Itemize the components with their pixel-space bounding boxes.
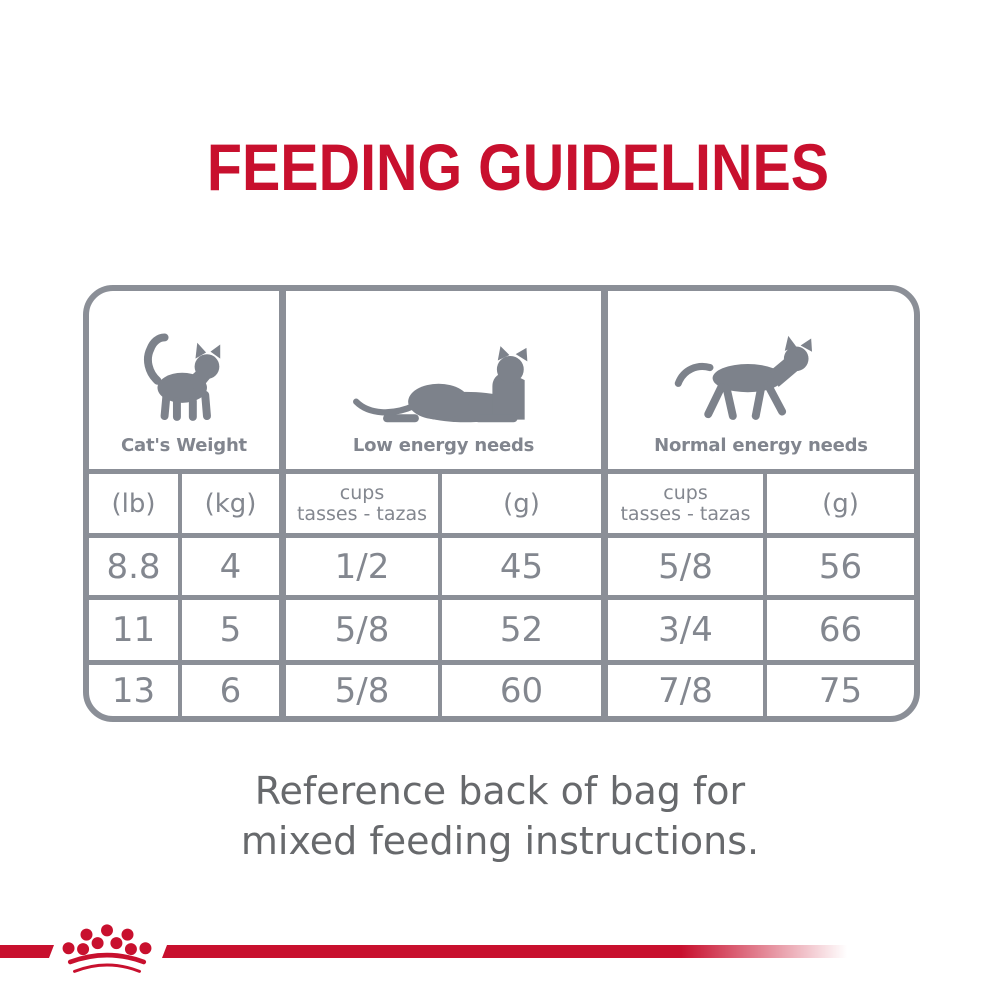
footer-note	[0, 766, 1000, 866]
cat-leg	[756, 389, 761, 416]
cell-lb: 8.8	[89, 533, 178, 595]
red-band-left	[0, 945, 54, 958]
section-low-energy	[279, 291, 601, 469]
cat-tail	[678, 367, 710, 384]
cell-grams-normal: 66	[763, 595, 914, 660]
cat-leg	[727, 389, 733, 416]
cell-kg: 6	[178, 660, 279, 716]
cat-haunch	[408, 384, 469, 420]
page-title: FEEDING GUIDELINES	[206, 130, 830, 204]
cups-line2: tasses - tazas	[296, 502, 428, 525]
col-header-kg: (kg)	[178, 469, 279, 533]
cell-grams-low: 52	[438, 595, 601, 660]
cell-grams-low: 45	[438, 533, 601, 595]
cell-grams-normal: 56	[763, 533, 914, 595]
col-header-cups-normal	[601, 469, 763, 533]
cat-leg	[768, 385, 782, 411]
cell-kg: 4	[178, 533, 279, 595]
cell-cups-normal: 5/8	[601, 533, 763, 595]
cups-line1: cups	[663, 481, 708, 504]
crown-dots	[63, 924, 152, 955]
col-header-lb: (lb)	[89, 469, 178, 533]
cat-leg	[708, 387, 721, 414]
cell-kg: 5	[178, 595, 279, 660]
cat-leg	[165, 397, 167, 416]
cell-cups-low: 5/8	[279, 595, 438, 660]
cat-paw	[383, 414, 419, 422]
cat-lying-icon	[349, 346, 539, 426]
cell-cups-low: 1/2	[279, 533, 438, 595]
cell-lb: 11	[89, 595, 178, 660]
footer-line-1: Reference back of bag for	[254, 769, 746, 813]
cat-tail	[356, 402, 415, 413]
cat-tail	[148, 337, 165, 380]
cell-lb: 13	[89, 660, 178, 716]
cell-cups-normal: 3/4	[601, 595, 763, 660]
col-header-grams-normal: (g)	[763, 469, 914, 533]
cat-standing-icon	[131, 324, 237, 426]
footer-line-2: mixed feeding instructions.	[240, 819, 760, 863]
col-header-cups-low	[279, 469, 438, 533]
cat-walking-icon	[673, 332, 849, 426]
cell-grams-normal: 75	[763, 660, 914, 716]
cat-head	[784, 346, 809, 371]
section-label: Normal energy needs	[654, 435, 868, 456]
section-label: Low energy needs	[352, 435, 535, 456]
cell-grams-low: 60	[438, 660, 601, 716]
feeding-table	[83, 285, 920, 722]
section-label: Cat's Weight	[121, 435, 247, 456]
cell-cups-normal: 7/8	[601, 660, 763, 716]
cell-cups-low: 5/8	[279, 660, 438, 716]
cat-paw	[474, 414, 517, 422]
section-normal-energy	[601, 291, 914, 469]
cups-line1: cups	[339, 481, 385, 504]
section-cats-weight	[89, 291, 279, 469]
cat-leg	[205, 395, 207, 416]
cat-head	[496, 356, 523, 383]
royal-canin-crown-logo	[60, 922, 154, 978]
crown-base-arcs	[70, 955, 143, 971]
col-header-grams-low: (g)	[438, 469, 601, 533]
cups-line2: tasses - tazas	[620, 502, 751, 525]
red-band-right	[162, 945, 854, 958]
cat-head	[195, 354, 220, 379]
